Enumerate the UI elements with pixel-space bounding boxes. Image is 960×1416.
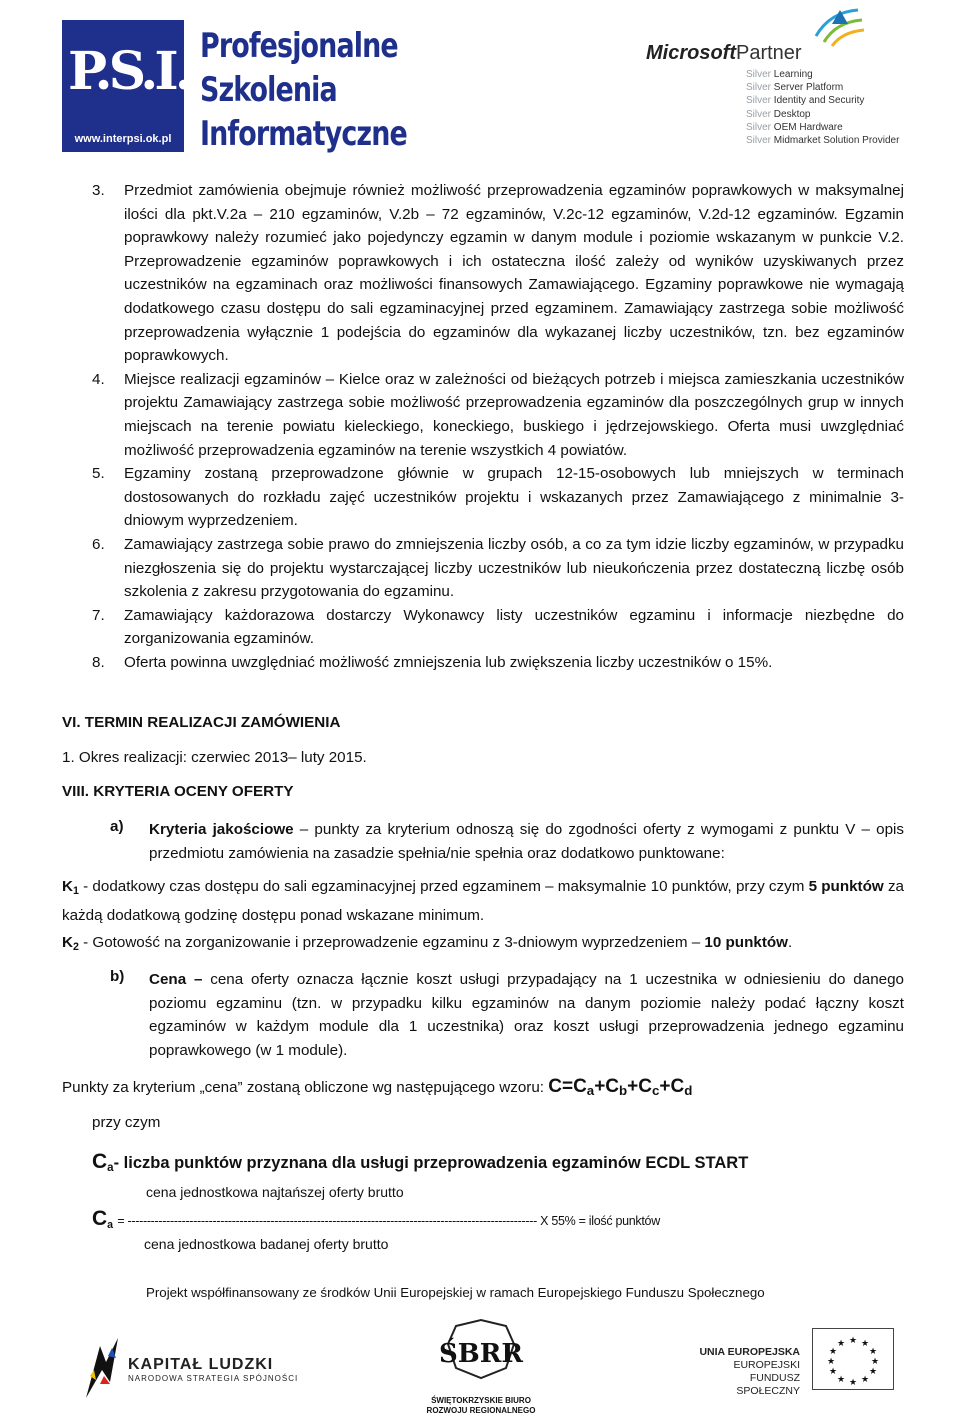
sbrr-text: ŚWIĘTOKRZYSKIE BIURO ROZWOJU REGIONALNEGO: [426, 1396, 536, 1415]
competency-item: Silver Desktop: [746, 108, 811, 120]
svg-text:★: ★: [860, 1375, 870, 1385]
eu-flag-icon: [812, 1328, 894, 1390]
psi-logo-letters: P.S.I.: [68, 41, 189, 102]
list-item: 7. Zamawiający każdorazowa dostarczy Wykonawcy listy uczestników egzaminu i informacje niezbędne do zorganizowania egzaminów.: [92, 606, 904, 648]
price-formula: Punkty za kryterium „cena” zostaną obliczone wg następującego wzoru: $C=C_a+C_b+C_c+C_d$: [62, 1076, 693, 1098]
criterion-a-label: a): [110, 818, 124, 835]
section-vi-item: 1. Okres realizacji: czerwiec 2013– luty 2015.: [62, 749, 367, 766]
przy-czym: przy czym: [92, 1114, 161, 1131]
psi-url: www.interpsi.ok.pl: [74, 133, 172, 145]
criterion-k2: $K_2$ - Gotowość na zorganizowanie i przeprowadzenie egzaminu z 3-dniowym wyprzedzeniem – 10 punktów.: [62, 934, 793, 953]
criterion-a-text: Kryteria jakościowe – punkty za kryterium odnoszą się do zgodności oferty z wymogami z punktu V – opis przedmiotu zamówienia na zasadzie spełnia/nie spełnia oraz dodatkowo punktowane:: [149, 821, 904, 862]
company-title-line: Szkolenia: [200, 70, 337, 110]
svg-text:★: ★: [826, 1357, 836, 1367]
company-title: [200, 24, 440, 156]
svg-text:★: ★: [868, 1367, 878, 1377]
partner-word: Partner: [736, 42, 802, 64]
competency-item: Silver Identity and Security: [746, 95, 865, 107]
section-viii-heading: VIII. KRYTERIA OCENY OFERTY: [62, 783, 294, 800]
fraction-line: $C_a$ = ---------------------------------------------------------------------------------------------------------- X 55% = ilość punktów: [92, 1207, 660, 1231]
criterion-b-label: b): [110, 968, 125, 985]
sbrr-logo-text: ŚBRR: [439, 1339, 523, 1369]
sbrr-logo-icon: [426, 1318, 536, 1394]
svg-text:★: ★: [870, 1357, 880, 1367]
competency-item: Silver OEM Hardware: [746, 121, 843, 133]
svg-text:★: ★: [848, 1378, 858, 1388]
company-title-line: Informatyczne: [200, 114, 407, 154]
cofinance-note: Projekt współfinansowany ze środków Unii Europejskiej w ramach Europejskiego Funduszu Społecznego: [146, 1285, 765, 1300]
competency-item: Silver Server Platform: [746, 82, 844, 94]
svg-text:★: ★: [828, 1367, 838, 1377]
criterion-k1: $K_1$ - dodatkowy czas dostępu do sali egzaminacyjnej przed egzaminem – maksymalnie 10 punktów, przy czym 5 punktów za każdą dodatkową godzinę dostępu ponad wskazane minimum.: [62, 878, 905, 924]
competency-item: Silver Learning: [746, 69, 813, 80]
svg-text:★: ★: [848, 1336, 858, 1346]
criterion-b-text: Cena – cena oferty oznacza łącznie koszt usługi przypadający na 1 uczestnika w odniesieniu do danego poziomu egzaminu (tzn. w przypadku kilku egzaminów na danym poziomie należy podać łączny koszt egzaminów w każdym module dla 1 uczestnika) oraz koszt usługi przeprowadzenia jednego egzaminu poprawkowego (w 1 module).: [149, 971, 904, 1059]
fraction-numerator: cena jednostkowa najtańszej oferty brutto: [146, 1184, 404, 1200]
svg-text:★: ★: [868, 1347, 878, 1357]
company-title-line: Profesjonalne: [200, 26, 398, 66]
requirements-list: [62, 179, 904, 674]
fraction-denominator: cena jednostkowa badanej oferty brutto: [144, 1236, 389, 1252]
competency-item: Silver Midmarket Solution Provider: [746, 135, 900, 147]
list-item: 6. Zamawiający zastrzega sobie prawo do zmniejszenia liczby osób, a co za tym idzie liczby egzaminów, w przypadku niezgłoszenia się do projektu wystarczającej liczby uczestników lub nieukończenia przez dostateczną liczbę osób szkolenia z zakresu przygotowania do egzaminu.: [92, 535, 904, 601]
eu-text: UNIA EUROPEJSKA EUROPEJSKI FUNDUSZ SPOŁECZNY: [699, 1346, 800, 1397]
svg-text:★: ★: [836, 1339, 846, 1349]
list-item: 3. Przedmiot zamówienia obejmuje również możliwość przeprowadzenia egzaminów poprawkowych w maksymalnej ilości dla pkt.V.2a – 210 egzaminów, V.2b – 72 egzaminów, V.2c-12 egzaminów, V.2d-12 egzaminów. Egzamin poprawkowy należy rozumieć jako pojedynczy egzamin w danym module i poziomie wskazanym w punkcie V.2. Przeprowadzenie egzaminów poprawkowych i ich ostateczna ilość zależy od wyników uzyskiwanych przez uczestników na egzaminach oraz możliwości finansowych Zamawiającego. Egzaminy poprawkowe nie wymagają dodatkowego czasu dostępu do sali egzaminacyjnej przed egzaminem. Zamawiający zastrzega sobie możliwość przeprowadzenia wyłącznie 1 podejścia do egzaminów dla wykazanej liczby uczestników, tzn. bez egzaminów poprawkowych.: [92, 182, 904, 365]
list-item: 5. Egzaminy zostaną przeprowadzone głównie w grupach 12-15-osobowych lub mniejszych w terminach dostosowanych do rozkładu zajęć uczestników projektu i wskazanych przez Zamawiającego z minimalnie 3-dniowym wyprzedzeniem.: [92, 465, 904, 530]
microsoft-partner-icon: [810, 6, 866, 48]
kapital-ludzki-text: KAPITAŁ LUDZKI NARODOWA STRATEGIA SPÓJNOŚCI: [128, 1356, 299, 1383]
microsoft-partner-label: [646, 42, 802, 65]
list-item: 4. Miejsce realizacji egzaminów – Kielce oraz w zależności od bieżących potrzeb i miejsca zamieszkania uczestników projektu Zamawiający zastrzega sobie możliwość przeprowadzenia egzaminów dla poszczególnych grup w innych miejscach na terenie powiatu kieleckiego, koneckiego, buskiego i jędrzejowskiego. Oferta musi uwzględniać możliwość przeprowadzenia egzaminów na terenie wszystkich 4 powiatów.: [92, 370, 904, 459]
section-vi-heading: VI. TERMIN REALIZACJI ZAMÓWIENIA: [62, 714, 341, 731]
svg-text:★: ★: [860, 1339, 870, 1349]
svg-text:★: ★: [836, 1375, 846, 1385]
kapital-ludzki-icon: [80, 1336, 122, 1400]
list-item: 8. Oferta powinna uwzględniać możliwość zmniejszenia lub zwiększenia liczby uczestników o 15%.: [92, 653, 773, 671]
ca-definition: $C_a-$ liczba punktów przyznana dla usługi przeprowadzenia egzaminów ECDL START: [92, 1150, 749, 1174]
microsoft-brand: Microsoft: [646, 42, 736, 64]
svg-text:★: ★: [828, 1347, 838, 1357]
competency-list: [746, 68, 899, 147]
